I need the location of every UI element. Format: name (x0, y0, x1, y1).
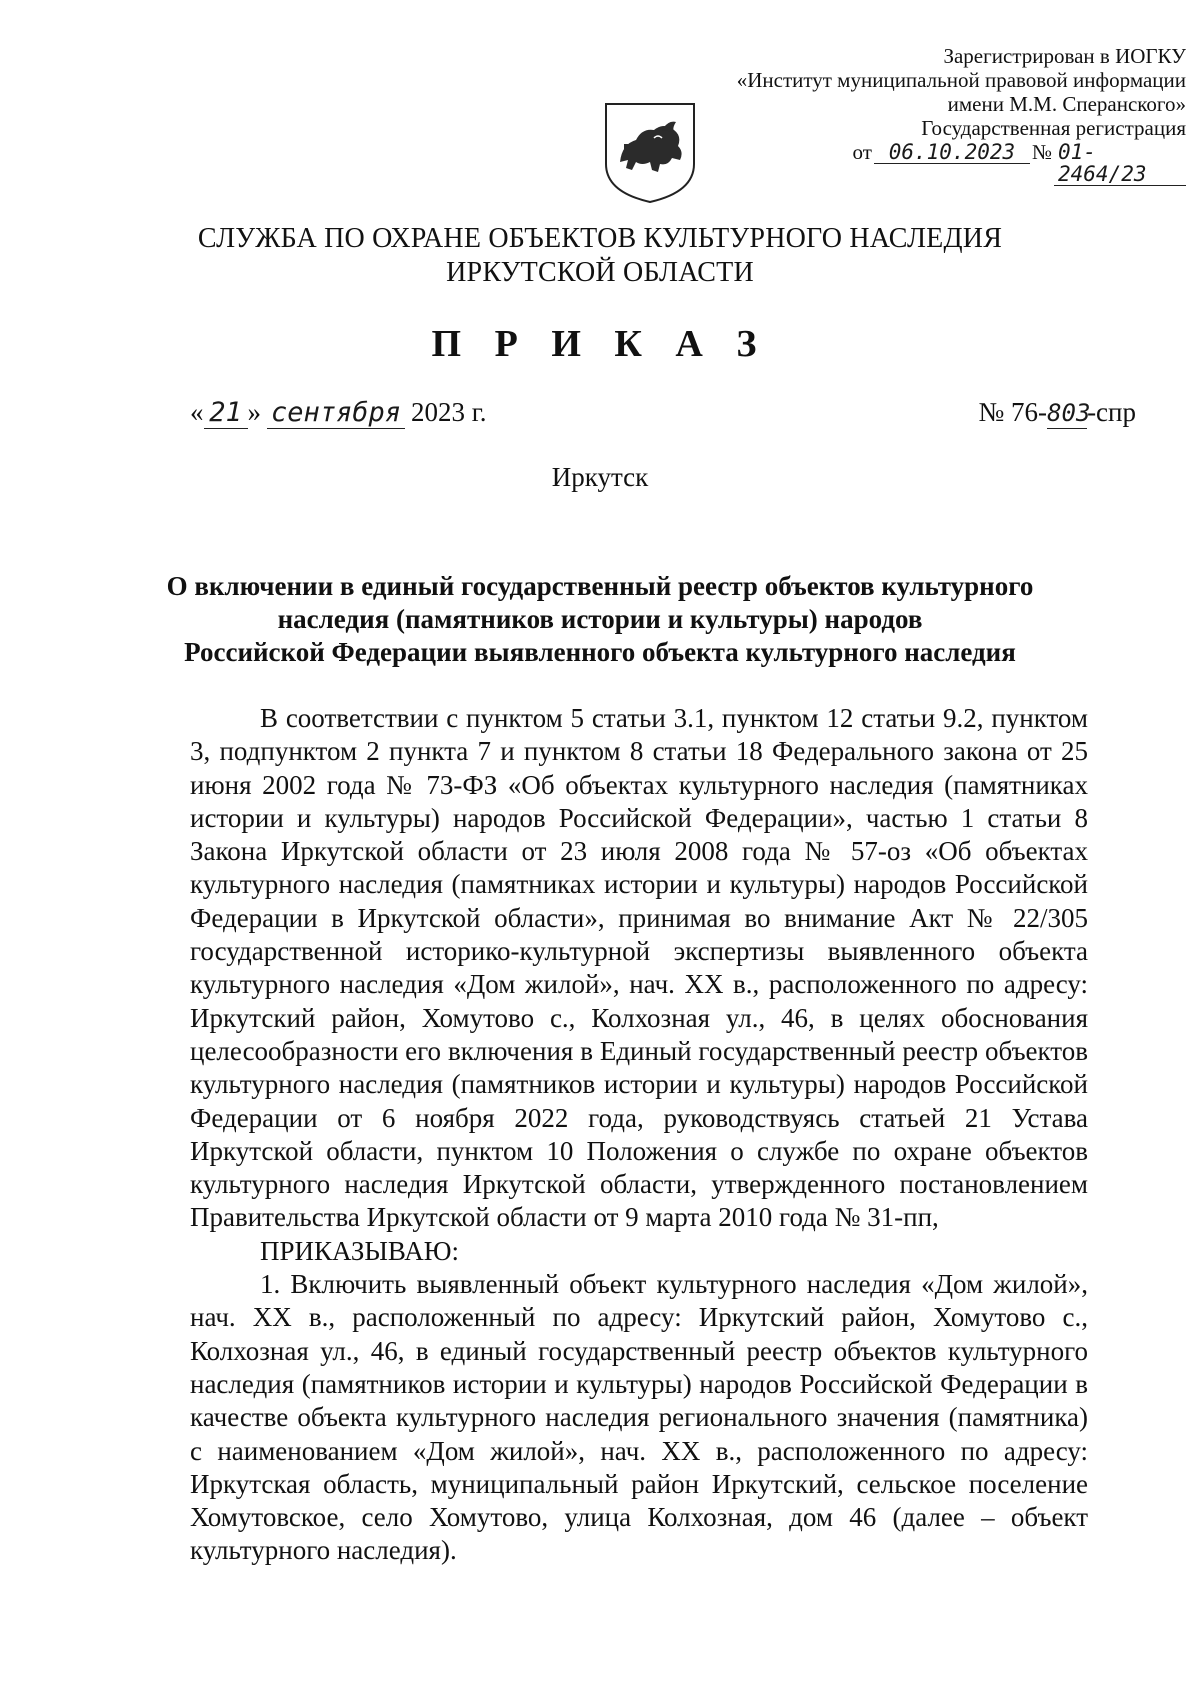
registration-date: 06.10.2023 (874, 141, 1030, 164)
order-title: П Р И К А З (431, 323, 769, 365)
registration-stamp (666, 44, 1186, 186)
date-open-quote: « (190, 397, 204, 427)
order-subject-line-2: наследия (памятников истории и культуры) народов (277, 604, 923, 634)
registration-number: 01-2464/23 (1054, 141, 1186, 186)
registration-line-4: Государственная регистрация (921, 116, 1186, 140)
registration-number-label: № (1031, 140, 1052, 164)
date-day: 21 (204, 398, 248, 429)
order-number (979, 396, 1136, 429)
order-body (190, 702, 1088, 1568)
registration-from-label: от (852, 140, 872, 164)
registration-number-line (666, 140, 1186, 186)
agency-name-line-1: СЛУЖБА ПО ОХРАНЕ ОБЪЕКТОВ КУЛЬТУРНОГО НАСЛЕДИЯ (197, 223, 1003, 254)
order-word: ПРИКАЗЫВАЮ: (260, 1235, 459, 1266)
irkutsk-coat-of-arms-icon (602, 100, 698, 206)
registration-line-1: Зарегистрирован в ИОГКУ (943, 44, 1186, 68)
order-number-handwritten: 803 (1047, 399, 1091, 427)
date-year: 2023 г. (411, 397, 487, 427)
agency-name (0, 222, 1200, 290)
agency-name-line-2: ИРКУТСКОЙ ОБЛАСТИ (446, 257, 754, 288)
order-subject-line-1: О включении в единый государственный реестр объектов культурного (166, 571, 1034, 601)
date-close-quote: » (247, 397, 261, 427)
order-number-prefix: № 76- (978, 397, 1048, 427)
order-item-1: 1. Включить выявленный объект культурного наследия «Дом жилой», нач. XX в., расположенный по адресу: Иркутский район, Хомутово с., Колхозная ул., 46, в единый государственный реестр объектов культурного наследия (памятников истории и культуры) народов Российской Федерации в качестве объекта культурного наследия регионального значения (памятника) с наименованием «Дом жилой», нач. XX в., расположенного по адресу: Иркутская область, муниципальный район Иркутский, сельское поселение Хомутовское, село Хомутово, улица Колхозная, дом 46 (далее – объект культурного наследия). (190, 1269, 1088, 1566)
registration-line-2: «Институт муниципальной правовой информации (736, 68, 1186, 92)
preamble-paragraph: В соответствии с пунктом 5 статьи 3.1, пунктом 12 статьи 9.2, пунктом 3, подпунктом 2 пункта 7 и пунктом 8 статьи 18 Федерального закона от 25 июня 2002 года № 73-ФЗ «Об объектах культурного наследия (памятниках истории и культуры) народов Российской Федерации», частью 1 статьи 8 Закона Иркутской области от 23 июля 2008 года № 57-оз «Об объектах культурного наследия (памятниках истории и культуры) народов Российской Федерации в Иркутской области», принимая во внимание Акт № 22/305 государственной историко-культурной экспертизы выявленного объекта культурного наследия «Дом жилой», нач. XX в., расположенного по адресу: Иркутский район, Хомутово с., Колхозная ул., 46, в целях обоснования целесообразности его включения в Единый государственный реестр объектов культурного наследия (памятников истории и культуры) народов Российской Федерации от 6 ноября 2022 года, руководствуясь статьей 21 Устава Иркутской области, пунктом 10 Положения о службе по охране объектов культурного наследия Иркутской области, утвержденного постановлением Правительства Иркутской области от 9 марта 2010 года № 31-пп, (190, 703, 1088, 1233)
order-date (190, 396, 487, 429)
order-subject (160, 570, 1040, 669)
date-month: сентября (267, 398, 405, 429)
order-number-suffix: -спр (1087, 397, 1136, 427)
order-subject-line-3: Российской Федерации выявленного объекта культурного наследия (184, 637, 1016, 667)
city: Иркутск (551, 462, 649, 492)
registration-line-3: имени М.М. Сперанского» (947, 92, 1186, 116)
